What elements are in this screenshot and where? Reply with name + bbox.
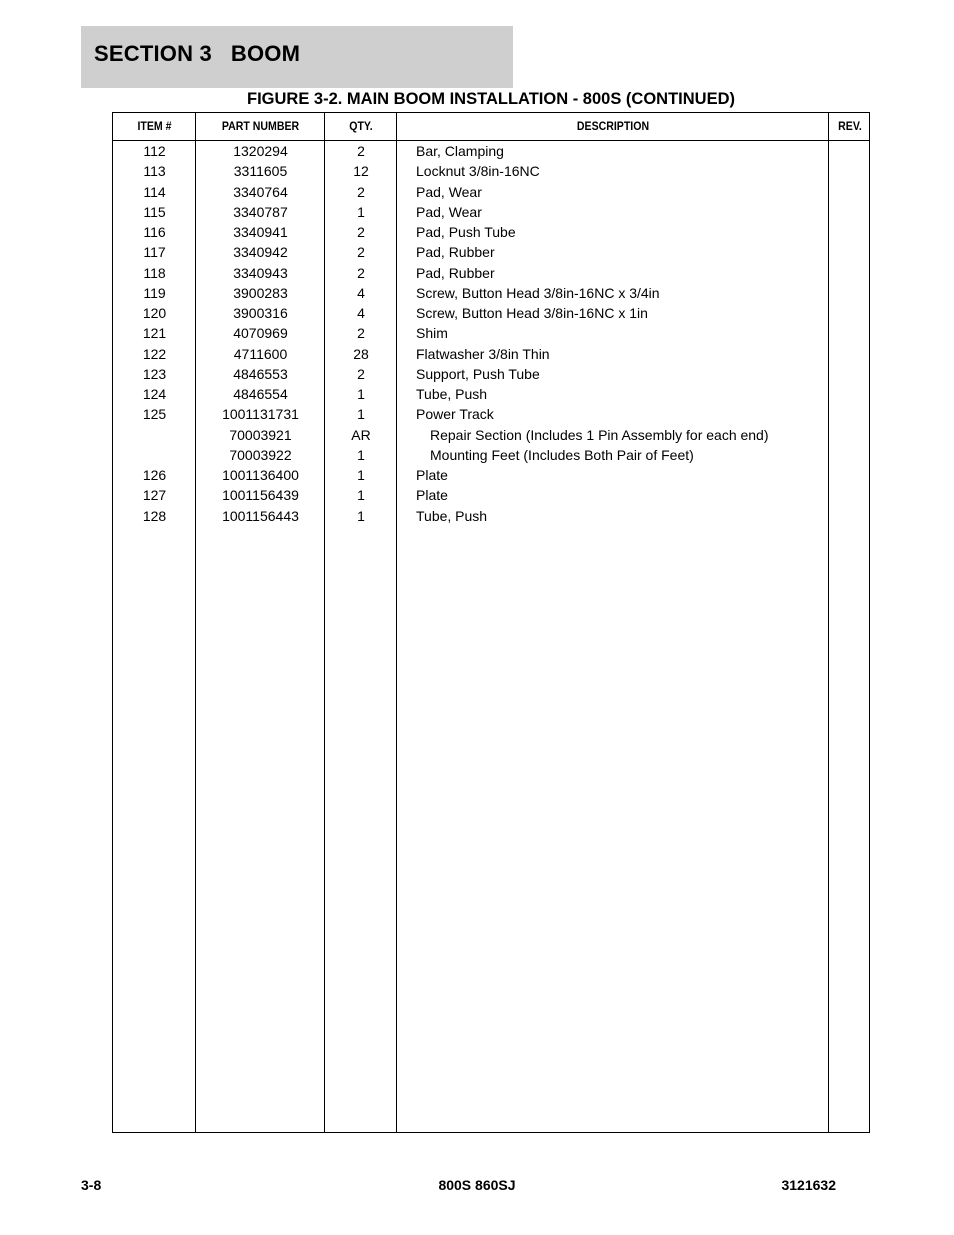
parts-table (112, 112, 870, 1133)
part-number-cell: 3340941 (233, 224, 288, 240)
section-banner (81, 26, 513, 88)
part-number-cell: 4070969 (233, 325, 288, 342)
table-row (113, 445, 869, 465)
item-cell: 125 (142, 406, 167, 423)
item-cell: 122 (142, 345, 167, 362)
qty-cell: 4 (357, 305, 365, 321)
header-part-number: PART NUMBER (221, 119, 300, 133)
table-row (113, 465, 869, 485)
table-row (113, 141, 869, 161)
table-row (113, 485, 869, 505)
description-cell: Plate (416, 487, 448, 504)
qty-cell: 2 (357, 143, 365, 159)
table-row (113, 202, 869, 222)
part-number-cell: 3340943 (233, 264, 288, 281)
qty-cell: 1 (357, 507, 365, 524)
item-cell: 112 (143, 143, 166, 159)
description-cell: Pad, Wear (416, 203, 482, 220)
footer-model: 800S 860SJ (438, 1177, 516, 1193)
qty-cell: 2 (357, 224, 365, 240)
table-row (113, 263, 869, 283)
qty-cell: 1 (357, 467, 365, 483)
part-number-cell: 3311605 (233, 163, 288, 180)
description-cell: Pad, Rubber (416, 264, 495, 281)
item-cell: 116 (143, 224, 166, 240)
part-number-cell: 70003922 (229, 446, 292, 463)
item-cell: 128 (142, 507, 167, 524)
part-number-cell: 3900283 (233, 284, 288, 301)
item-cell: 115 (143, 203, 166, 220)
item-cell: 124 (142, 386, 167, 402)
description-cell: Pad, Rubber (416, 244, 495, 261)
description-cell: Shim (416, 325, 448, 342)
qty-cell: 1 (357, 203, 365, 220)
qty-cell: 28 (353, 345, 369, 362)
description-cell: Locknut 3/8in-16NC (416, 163, 540, 180)
part-number-cell: 1001156443 (222, 507, 299, 524)
part-number-cell: 70003921 (229, 426, 292, 443)
item-cell: 114 (143, 183, 166, 200)
part-number-cell: 1320294 (233, 143, 288, 159)
header-rev: REV. (838, 119, 862, 133)
header-qty: QTY. (349, 119, 373, 133)
description-cell: Flatwasher 3/8in Thin (416, 345, 550, 362)
qty-cell: 2 (357, 365, 365, 382)
description-cell: Tube, Push (416, 386, 488, 402)
item-cell: 123 (142, 365, 167, 382)
figure-title: FIGURE 3-2. MAIN BOOM INSTALLATION - 800S (CONTINUED) (247, 90, 735, 108)
item-cell: 127 (142, 487, 167, 504)
section-title: SECTION 3 BOOM (94, 41, 301, 66)
table-row (113, 303, 869, 323)
qty-cell: 2 (357, 183, 365, 200)
description-cell: Pad, Wear (416, 183, 482, 200)
table-row (113, 384, 869, 404)
qty-cell: 1 (357, 446, 365, 463)
item-cell: 120 (142, 305, 167, 321)
qty-cell: 1 (357, 386, 365, 402)
part-number-cell: 4711600 (233, 345, 288, 362)
part-number-cell: 4846554 (233, 386, 288, 402)
description-cell: Tube, Push (416, 507, 488, 524)
part-number-cell: 3340942 (233, 244, 288, 261)
table-row (113, 222, 869, 242)
qty-cell: 1 (357, 487, 365, 504)
part-number-cell: 1001156439 (222, 487, 299, 504)
header-item: ITEM # (137, 119, 172, 133)
part-number-cell: 3340764 (233, 183, 288, 200)
qty-cell: 2 (357, 325, 365, 342)
table-body (113, 141, 869, 526)
part-number-cell: 1001131731 (222, 406, 299, 423)
description-cell: Screw, Button Head 3/8in-16NC x 3/4in (416, 284, 660, 301)
qty-cell: 2 (357, 244, 365, 261)
description-cell: Repair Section (Includes 1 Pin Assembly for each end) (430, 426, 769, 443)
qty-cell: 1 (357, 406, 365, 423)
table-row (113, 161, 869, 181)
item-cell: 118 (143, 264, 166, 281)
table-row (113, 242, 869, 262)
footer-doc-number: 3121632 (781, 1177, 836, 1193)
table-row (113, 323, 869, 343)
item-cell: 126 (142, 467, 167, 483)
item-cell: 121 (142, 325, 167, 342)
description-cell: Support, Push Tube (416, 365, 540, 382)
qty-cell: 2 (357, 264, 365, 281)
description-cell: Screw, Button Head 3/8in-16NC x 1in (416, 305, 648, 321)
qty-cell: AR (351, 426, 371, 443)
table-row (113, 182, 869, 202)
part-number-cell: 3900316 (233, 305, 288, 321)
item-cell: 113 (143, 163, 166, 180)
description-cell: Pad, Push Tube (416, 224, 516, 240)
item-cell: 119 (143, 284, 166, 301)
description-cell: Bar, Clamping (416, 143, 504, 159)
description-cell: Power Track (416, 406, 494, 423)
description-cell: Mounting Feet (Includes Both Pair of Feet) (430, 446, 694, 463)
footer-page-number: 3-8 (81, 1177, 102, 1193)
table-row (113, 425, 869, 445)
part-number-cell: 4846553 (233, 365, 288, 382)
item-cell: 117 (143, 244, 166, 261)
table-row (113, 506, 869, 526)
table-row (113, 404, 869, 424)
description-cell: Plate (416, 467, 448, 483)
header-description: DESCRIPTION (576, 119, 650, 133)
table-row (113, 364, 869, 384)
qty-cell: 12 (353, 163, 369, 180)
table-row (113, 344, 869, 364)
part-number-cell: 1001136400 (222, 467, 299, 483)
qty-cell: 4 (357, 284, 365, 301)
table-row (113, 283, 869, 303)
part-number-cell: 3340787 (233, 203, 288, 220)
